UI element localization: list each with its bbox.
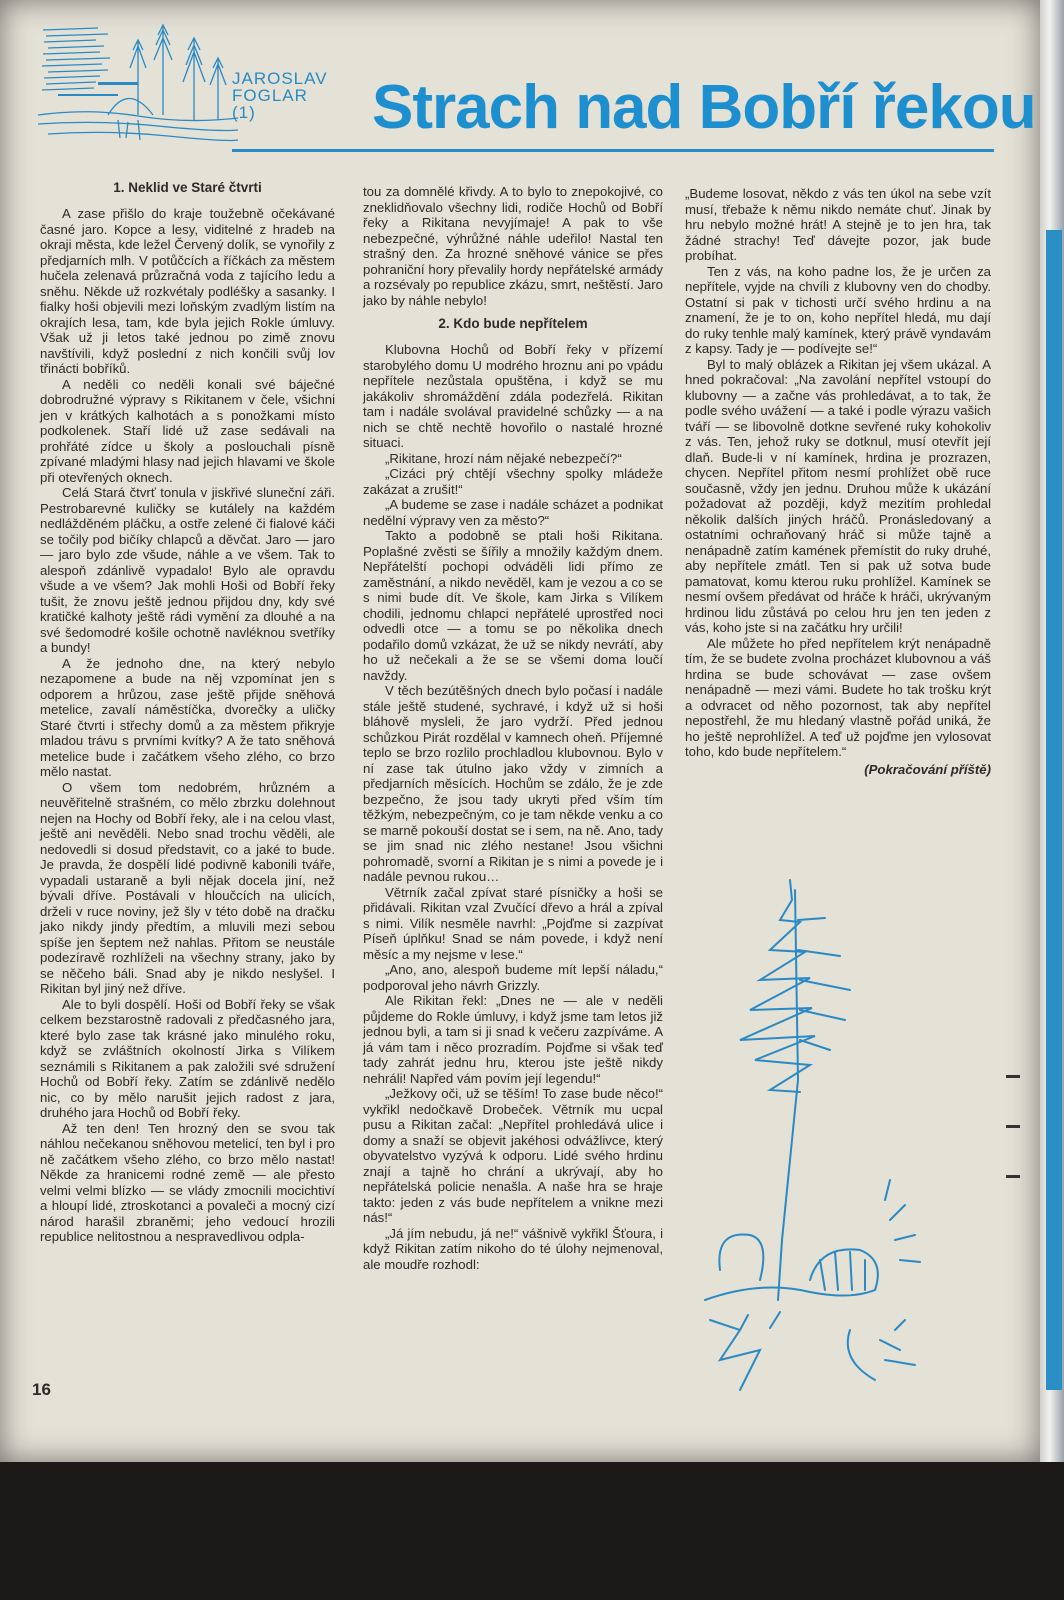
paragraph: „Ježkovy oči, už se těším! To zase bude něco!“ vykřikl nedočkavě Drobeček. Větrník mu ucpal pusu a Rikitan začal: „Nepřítel prohledává ulice i domy a snaží se objevit jakéhosi odvážlivce, který obyvatelstvo vyzývá k odporu. Lidé svého hrdinu znají a tajně ho chrání a ukrývají, aby ho nepřátelská policie nenašla. A naše hra se hraje takto: jeden z vás bude nepřítelem a vnikne mezi nás!“ <box>363 1086 663 1225</box>
paragraph: Takto a podobně se ptali hoši Rikitana. Poplašné zvěsti se šířily a množily každým dnem. Nepřátelští pochopi odváděli lidi přímo ze zaměstnání, a nikdo nevěděl, kam je vezou a co se s nimi bude dít. Ve škole, kam Jirka s Vilíkem chodili, jednomu chlapci nepřátelé uprostřed noci odvedli otce — a tomu se po několika dnech podařilo domů vzkázat, že už se nikdy nevrátí, aby ho už nečekali a že se se všemi doma loučí navždy. <box>363 528 663 683</box>
margin-mark <box>1006 1075 1020 1078</box>
paragraph: Ale Rikitan řekl: „Dnes ne — ale v neděli půjdeme do Rokle úmluvy, i když jsme tam letos již jednou byli, a tam si ji snad k večeru zazpíváme. A já vám tam i něco prozradím. Pojďme si však teď tady zahrát jednu hru, kterou jste ještě nikdy nehráli! Napřed vám povím její legendu!“ <box>363 993 663 1086</box>
paragraph: „Ano, ano, alespoň budeme mít lepší náladu,“ podporoval jeho návrh Grizzly. <box>363 962 663 993</box>
paragraph: Byl to malý oblázek a Rikitan jej všem ukázal. A hned pokračoval: „Na zavolání nepřítel vstoupí do klubovny — a začne vás prohledávat, a to tak, že podle svého uvážení — a také i podle výrazu vašich tváří — se libovolně dotkne sevřené ruky kohokoliv z vás. Ten, jehož ruky se dotknul, musí otevřít její dlaň. Bude-li v ní kamínek, hrdina je prozrazen, chycen. Nepřítel přitom nesmí prohlížet obě ruce současně, vždy jen jednu. Druhou může k ukázání požadovat až později, když mezitím prohledal několik dalších jiných hráčů. Pronásledovaný a ostatními ochraňovaný hráč si může tajně a nenápadně zatím kamének přemístit do ruky druhé, aby nepřítele zmátl. Ten si pak už sotva bude pamatovat, komu kterou ruku prohlížel. Kamínek se nesmí ovšem předávat od hráče k hráči, ukrývaným hrdinou lidu zůstává po celou hru jen ten jeden z vás, koho jste si na začátku hry určili! <box>685 356 991 635</box>
paragraph: Ale to byli dospělí. Hoši od Bobří řeky se však celkem bezstarostně radovali z předčasného jara, které bylo zase tak krásné jako minulého roku, když se zvláštních okolností Jirka s Vilíkem seznámili s Rikitanem a pak založili své sdružení Hochů od Bobří řeky. Zatím se zdánlivě nedělo nic, co by mělo narušit jejich radost z jara, druhého jara Hochů od Bobří řeky. <box>40 996 335 1120</box>
paragraph: Až ten den! Ten hrozný den se svou tak náhlou nečekanou sněhovou metelicí, ten byl i pro ně začátkem všeho zlého, co brzo mělo nastat! Někde za hranicemi rodné země — ale přesto velmi velmi blízko — se vlády zmocnili mocichtiví a hloupí lidé, ztroskotanci a povaleči a mocný cizí národ harašil zbraněmi; jeho vedoucí hrozili republice nelitostnou a nespravedlivou odpla- <box>40 1120 335 1244</box>
paragraph: Klubovna Hochů od Bobří řeky v přízemí starobylého domu U modrého hroznu ani po vpádu nepřítele nezůstala opuštěna, i když se mu jakákoliv shromáždění zdála podezřelá. Rikitan tam i nadále svolával pravidelné schůzky — a na nich se chtě nechtě hovořilo o nastalé hrozné situaci. <box>363 342 663 450</box>
paragraph: „A budeme se zase i nadále scházet a podnikat nedělní výpravy ven za město?“ <box>363 497 663 528</box>
paragraph: Ale můžete ho před nepřítelem krýt nenápadně tím, že se budete zvolna procházet klubovnou a váš hrdina se bude schovávat — zase ovšem nenápadně — mezi vámi. Budete ho tak trošku krýt a odvracet od něho pozornost, tak aby nepřítel nepostřehl, že mu hledaný vlastně pořád uniká, že ho ještě neprohlížel. A teď už pojďme jen vylosovat toho, kdo bude nepřítelem.“ <box>685 635 991 759</box>
paragraph: „Rikitane, hrozí nám nějaké nebezpečí?“ <box>385 450 622 466</box>
margin-mark <box>1006 1175 1020 1178</box>
paragraph: „Cizáci prý chtějí všechny spolky mládeže zakázat a zrušit!“ <box>363 466 663 497</box>
paragraph: A že jednoho dne, na který nebylo nezapomene a bude na něj vzpomínat jen s odporem a hrůzou, zase ještě přijde sněhová metelice, zavalí náměstíčka, dvorečky a uličky Staré čtvrti i střechy domů a za městem přikryje mladou trávu s prvními kvítky? A že tato sněhová metelice bude i začátkem všeho zlého, co brzo mělo nastat. <box>40 655 335 779</box>
column-3 <box>685 186 991 777</box>
paragraph: Celá Stará čtvrť tonula v jiskřivé sluneční záři. Pestrobarevné kuličky se kutálely na každém nedlážděném pláčku, a ostře zelené či fialové káči se točily pod bičíky chlapců a děvčat. Jaro — jaro — jaro bylo zde všude, náhle a ve všem. Tak to alespoň zdánlivě vypadalo! Bylo ale opravdu všude a ve všem? Jak mohli Hoši od Bobří řeky tušit, že znovu ještě jednou přijdou dny, kdy své kratičké kalhoty ještě rádi vymění za dlouhé a na své šedomodré košile ochotně navléknou svetříky a bundy! <box>40 485 335 655</box>
article-title: Strach nad Bobří řekou <box>372 73 1036 142</box>
tree-sketch-illustration <box>700 860 1000 1420</box>
continued-note: (Pokračování příště) <box>864 761 991 777</box>
paragraph: Ten z vás, na koho padne los, že je určen za nepřítele, vyjde na chvíli z klubovny ven do chodby. Ostatní si pak v tichosti určí svého hrdinu a na znamení, že je to on, koho nepřítel hledá, mu dají do ruky tenhle malý kamínek, který právě vyndavám z kapsy. Tady je — podívejte se!“ <box>685 263 991 356</box>
paragraph: „Budeme losovat, někdo z vás ten úkol na sebe vzít musí, třebaže k němu nikdo nemáte chuť. Jinak by hru nebylo možné hrát! A stejně je to jen hra, tak žádné strachy! Teď dávejte pozor, jak bude probíhat. <box>685 186 991 263</box>
part-number: (1) <box>232 103 256 122</box>
paragraph: tou za domnělé křivdy. A to bylo to znepokojivé, co zneklidňovalo všechny lidi, rodiče Hochů od Bobří řeky a Rikitana nevyjímaje! A pak to vše nebezpečné, výhrůžné náhle udeřilo! Nastal ten strašný den. Za hrozné sněhové vánice se přes pohraniční hory převalily hordy nepřátelské armády a rozsévaly po republice zkázu, smrt, neštěstí. Jaro jako by náhle nebylo! <box>363 184 663 308</box>
paragraph: „Já jím nebudu, já ne!“ vášnivě vykřikl Šťoura, i když Rikitan zatím nikoho do té úlohy nejmenoval, ale moudře rozhodl: <box>363 1225 663 1272</box>
paragraph: O všem tom nedobrém, hrůzném a neuvěřitelně strašném, co mělo zbrzku dolehnout nejen na Hochy od Bobří řeky, ale i na celou vlast, ještě ani nevěděli. Nebo snad trochu věděli, ale nedovedli si dosud představit, co a jaké to bude. Je pravda, že dospělí lidé podivně kabonili tváře, vypadali ustaraně a byli nějak docela jiní, než bývali dříve. Postávali v hloučcích na ulicích, drželi v ruce noviny, jež šly v této době na dračku jako nikdy jindy předtím, a mluvili mezi sebou spíše jen šeptem než nahlas. Přitom se neustále podezíravě rozhlíželi na všechny strany, jako by se něčeho báli. Snad aby je nikdo neslyšel. I Rikitan byl jiný než dříve. <box>40 779 335 996</box>
paragraph: Větrník začal zpívat staré písničky a hoši se přidávali. Rikitan vzal Zvučící dřevo a hrál a zpíval s nimi. Vilík nesměle navrhl: „Pojďme si zazpívat Píseň úplňku! Snad se nám povede, i když není měsíc a my nejsme v lese.“ <box>363 884 663 962</box>
author-last-name: FOGLAR <box>232 86 308 105</box>
paragraph: A neděli co neděli konali své báječné dobrodružné výpravy s Rikitanem v čele, všichni jen v krátkých kalhotách a s ponožkami místo podkolenek. Staří lidé už zase sedávali na prohřáté zídce u školy a poslouchali písně zpívané mladými hlasy nad jejich hlavami ve škole při otevřených oknech. <box>40 376 335 485</box>
column-2 <box>363 184 663 1272</box>
title-rule <box>232 149 994 152</box>
margin-mark <box>1006 1125 1020 1128</box>
author-block <box>232 70 328 121</box>
column-1 <box>40 180 335 1245</box>
paragraph: A zase přišlo do kraje toužebně očekávané časné jaro. Kopce a lesy, viditelné z hradeb na okraji města, kde ležel Červený dolík, se vynořily z předjarních mlh. V potůčcích a říčkách za městem hučela zelenavá průzračná voda z tajícího ledu a sněhu. Někde už rozkvétaly podléšky a sasanky. I fialky hoši objevili mezi loňským zvadlým listím na okrajích lesa, tam, kde byla jejich Rokle úmluvy. Však už ji letos také jednou po zimě znovu navštívili, když poslední z nich končili svůj lov třinácti bobříků. <box>40 206 335 376</box>
page-number: 16 <box>32 1380 51 1399</box>
header-illustration <box>38 20 238 145</box>
next-page-blue-strip <box>1046 230 1062 1390</box>
author-first-name: JAROSLAV <box>232 69 328 88</box>
paragraph: V těch bezútěšných dnech bylo počasí i nadále stále ještě studené, sychravé, i když už si hoši bláhově mysleli, že jaro vydrží. Před jednou schůzkou Pirát rozdělal v kamnech oheň. Příjemné teplo se brzo rozlilo prochladlou klubovnou. Bylo v ní zase tak útulno jako vždy v zimních a předjarních měsících. Hochům se zdálo, že je zde bezpečno, že jsou tady ukryti před vším tím těžkým, nebezpečným, co je tam někde venku a co se marně pokouší dostat se i sem, na ně. Ano, tady se jim snad nic zlého nestane! Jsou všichni pohromadě, svorní a Rikitan je s nimi a povede je i nadále pevnou rukou… <box>363 683 663 884</box>
chapter-2-title: 2. Kdo bude nepřítelem <box>438 316 588 331</box>
chapter-1-title: 1. Neklid ve Staré čtvrti <box>113 180 262 195</box>
